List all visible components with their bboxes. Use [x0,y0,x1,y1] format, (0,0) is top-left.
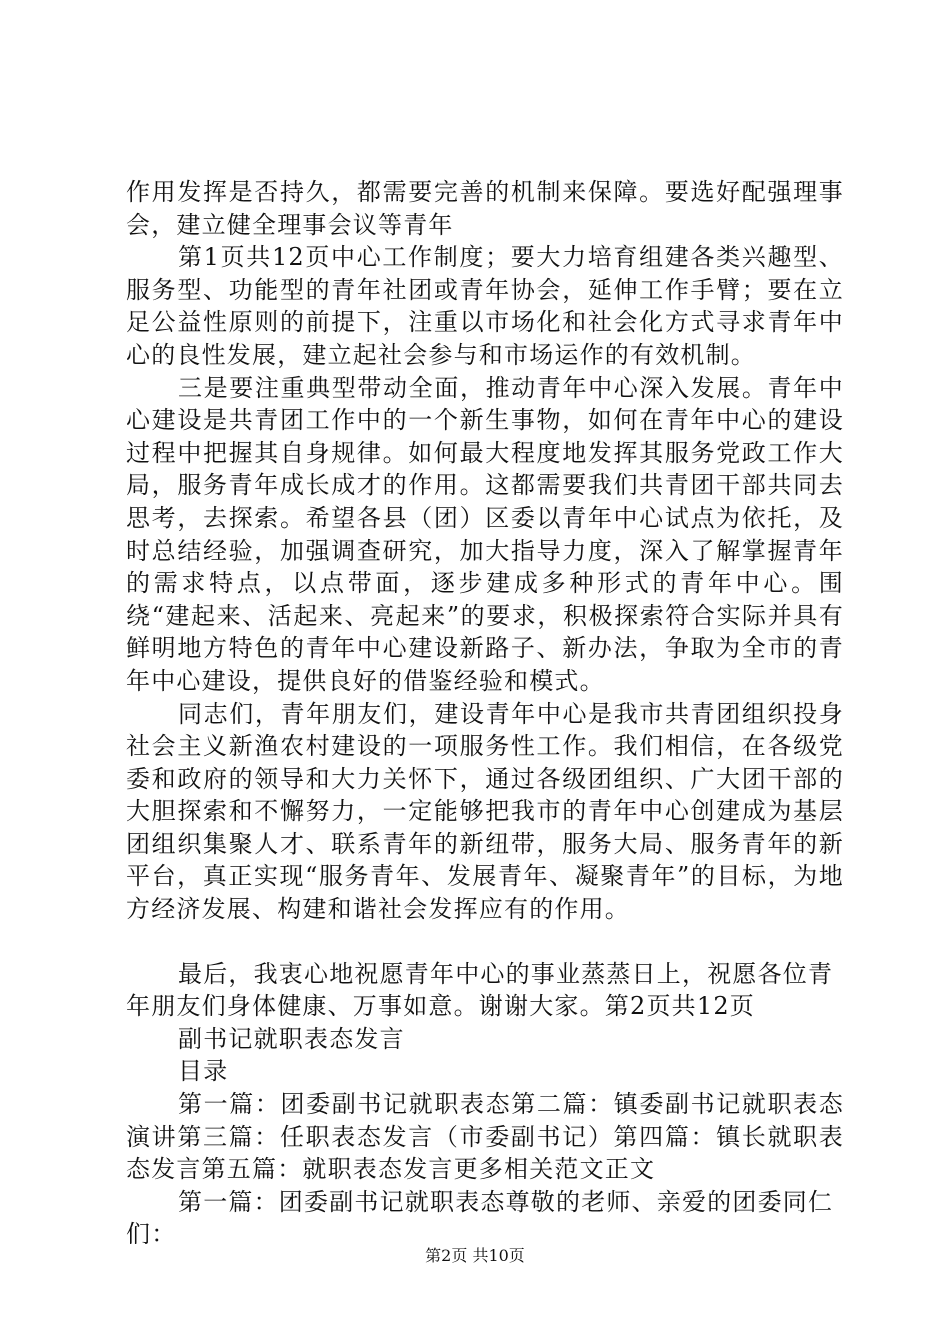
toc-list: 第一篇：团委副书记就职表态第二篇：镇委副书记就职表态演讲第三篇：任职表态发言（市委副书记）第四篇：镇长就职表态发言第五篇：就职表态发言更多相关范文正文 [126,1090,844,1184]
paragraph-gap [126,926,844,958]
paragraph-2: 第1页共12页中心工作制度；要大力培育组建各类兴趣型、服务型、功能型的青年社团或青年协会，延伸工作手臂；要在立足公益性原则的前提下，注重以市场化和社会化方式寻求青年中心的良性发展，建立起社会参与和市场运作的有效机制。 [126,243,844,369]
section-heading: 副书记就职表态发言 [178,1024,405,1053]
paragraph-6: 第一篇：团委副书记就职表态尊敬的老师、亲爱的团委同仁们： [126,1187,834,1249]
paragraph-5: 最后，我衷心地祝愿青年中心的事业蒸蒸日上，祝愿各位青年朋友们身体健康、万事如意。谢谢大家。第2页共12页 [126,959,834,1021]
paragraph-1: 作用发挥是否持久，都需要完善的机制来保障。要选好配强理事会，建立健全理事会议等青年 [126,178,844,239]
toc-heading: 目录 [178,1057,229,1086]
paragraph-3: 三是要注重典型带动全面，推动青年中心深入发展。青年中心建设是共青团工作中的一个新生事物，如何在青年中心的建设过程中把握其自身规律。如何最大程度地发挥其服务党政工作大局，服务青年成长成才的作用。这都需要我们共青团干部共同去思考，去探索。希望各县（团）区委以青年中心试点为依托，及时总结经验，加强调查研究，加大指导力度，深入了解掌握青年的需求特点，以点带面，逐步建成多种形式的青年中心。围绕“建起来、活起来、亮起来”的要求，积极探索符合实际并具有鲜明地方特色的青年中心建设新路子、新办法，争取为全市的青年中心建设，提供良好的借鉴经验和模式。 [126,373,844,695]
page-footer: 第2页 共10页 [425,1246,525,1265]
paragraph-4: 同志们，青年朋友们，建设青年中心是我市共青团组织投身社会主义新渔农村建设的一项服务性工作。我们相信，在各级党委和政府的领导和大力关怀下，通过各级团组织、广大团干部的大胆探索和不懈努力，一定能够把我市的青年中心创建成为基层团组织集聚人才、联系青年的新纽带，服务大局、服务青年的新平台，真正实现“服务青年、发展青年、凝聚青年”的目标，为地方经济发展、构建和谐社会发挥应有的作用。 [126,699,844,924]
document-body [126,176,844,1251]
